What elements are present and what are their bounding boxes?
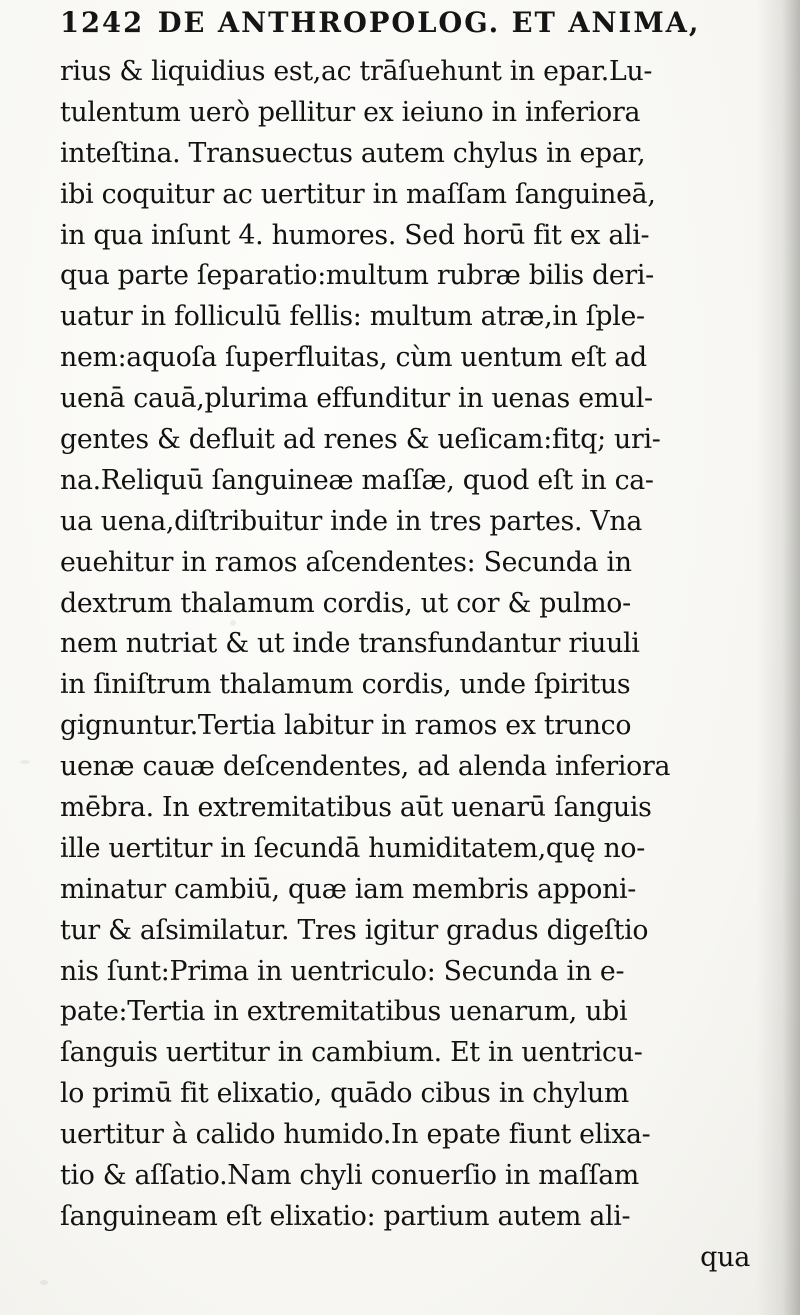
page-number: 1242 — [60, 6, 145, 39]
catchword: qua — [700, 1241, 750, 1273]
ink-speck — [40, 1280, 48, 1285]
text-line: gentes & defluit ad renes & ueſicam:fitq; uri- — [60, 424, 661, 456]
running-header — [60, 6, 701, 39]
body-text — [60, 52, 750, 1279]
text-line: euehitur in ramos aſcendentes: Secunda in — [60, 546, 632, 578]
text-line: pate:Tertia in extremitatibus uenarum, ubi — [60, 996, 628, 1028]
text-line: mēbra. In extremitatibus aūt uenarū ſanguis — [60, 792, 652, 824]
text-line: in qua inſunt 4. humores. Sed horū fit ex ali- — [60, 219, 650, 251]
text-line: uenæ cauæ deſcendentes, ad alenda inferiora — [60, 751, 671, 783]
running-title: DE ANTHROPOLOG. ET ANIMA, — [157, 6, 701, 39]
text-line: ille uertitur in ſecundā humiditatem,quę no- — [60, 832, 645, 864]
text-line: tio & aſſatio.Nam chyli conuerſio in maſſam — [60, 1160, 640, 1192]
text-line: tur & aſsimilatur. Tres igitur gradus digeſtio — [60, 914, 649, 946]
text-line: rius & liquidius est,ac trāſuehunt in epar.Lu- — [60, 56, 653, 87]
text-line: uatur in folliculū fellis: multum atræ,in ſple- — [60, 301, 645, 333]
text-line: ſanguineam eſt elixatio: partium autem ali- — [60, 1200, 631, 1232]
text-line: uertitur à calido humido.In epate fiunt elixa- — [60, 1119, 651, 1151]
text-line: na.Reliquū ſanguineæ maſſæ, quod eſt in ca- — [60, 464, 654, 496]
text-line: lo primū fit elixatio, quādo cibus in chylum — [60, 1078, 629, 1110]
text-line: in ſiniſtrum thalamum cordis, unde ſpiritus — [60, 669, 631, 701]
text-line: ua uena,diſtribuitur inde in tres partes. Vna — [60, 505, 643, 537]
text-line: gignuntur.Tertia labitur in ramos ex trunco — [60, 710, 632, 742]
text-line: uenā cauā,plurima effunditur in uenas emul- — [60, 383, 653, 415]
page-gutter-shadow — [756, 0, 800, 1315]
text-line: qua parte ſeparatio:multum rubræ bilis deri- — [60, 260, 654, 292]
text-line: nem nutriat & ut inde transfundantur riuuli — [60, 628, 640, 660]
text-line: nem:aquoſa ſuperfluitas, cùm uentum eſt ad — [60, 342, 647, 374]
text-line: inteſtina. Transuectus autem chylus in epar, — [60, 137, 646, 169]
text-line: ſanguis uertitur in cambium. Et in uentricu- — [60, 1037, 643, 1069]
text-line: tulentum uerò pellitur ex ieiuno in inferiora — [60, 96, 641, 128]
text-line: ibi coquitur ac uertitur in maſſam ſanguineā, — [60, 178, 656, 210]
text-line: minatur cambiū, quæ iam membris apponi- — [60, 873, 637, 905]
text-line: dextrum thalamum cordis, ut cor & pulmo- — [60, 587, 631, 619]
text-line: nis ſunt:Prima in uentriculo: Secunda in e- — [60, 955, 625, 987]
ink-speck — [20, 760, 30, 764]
